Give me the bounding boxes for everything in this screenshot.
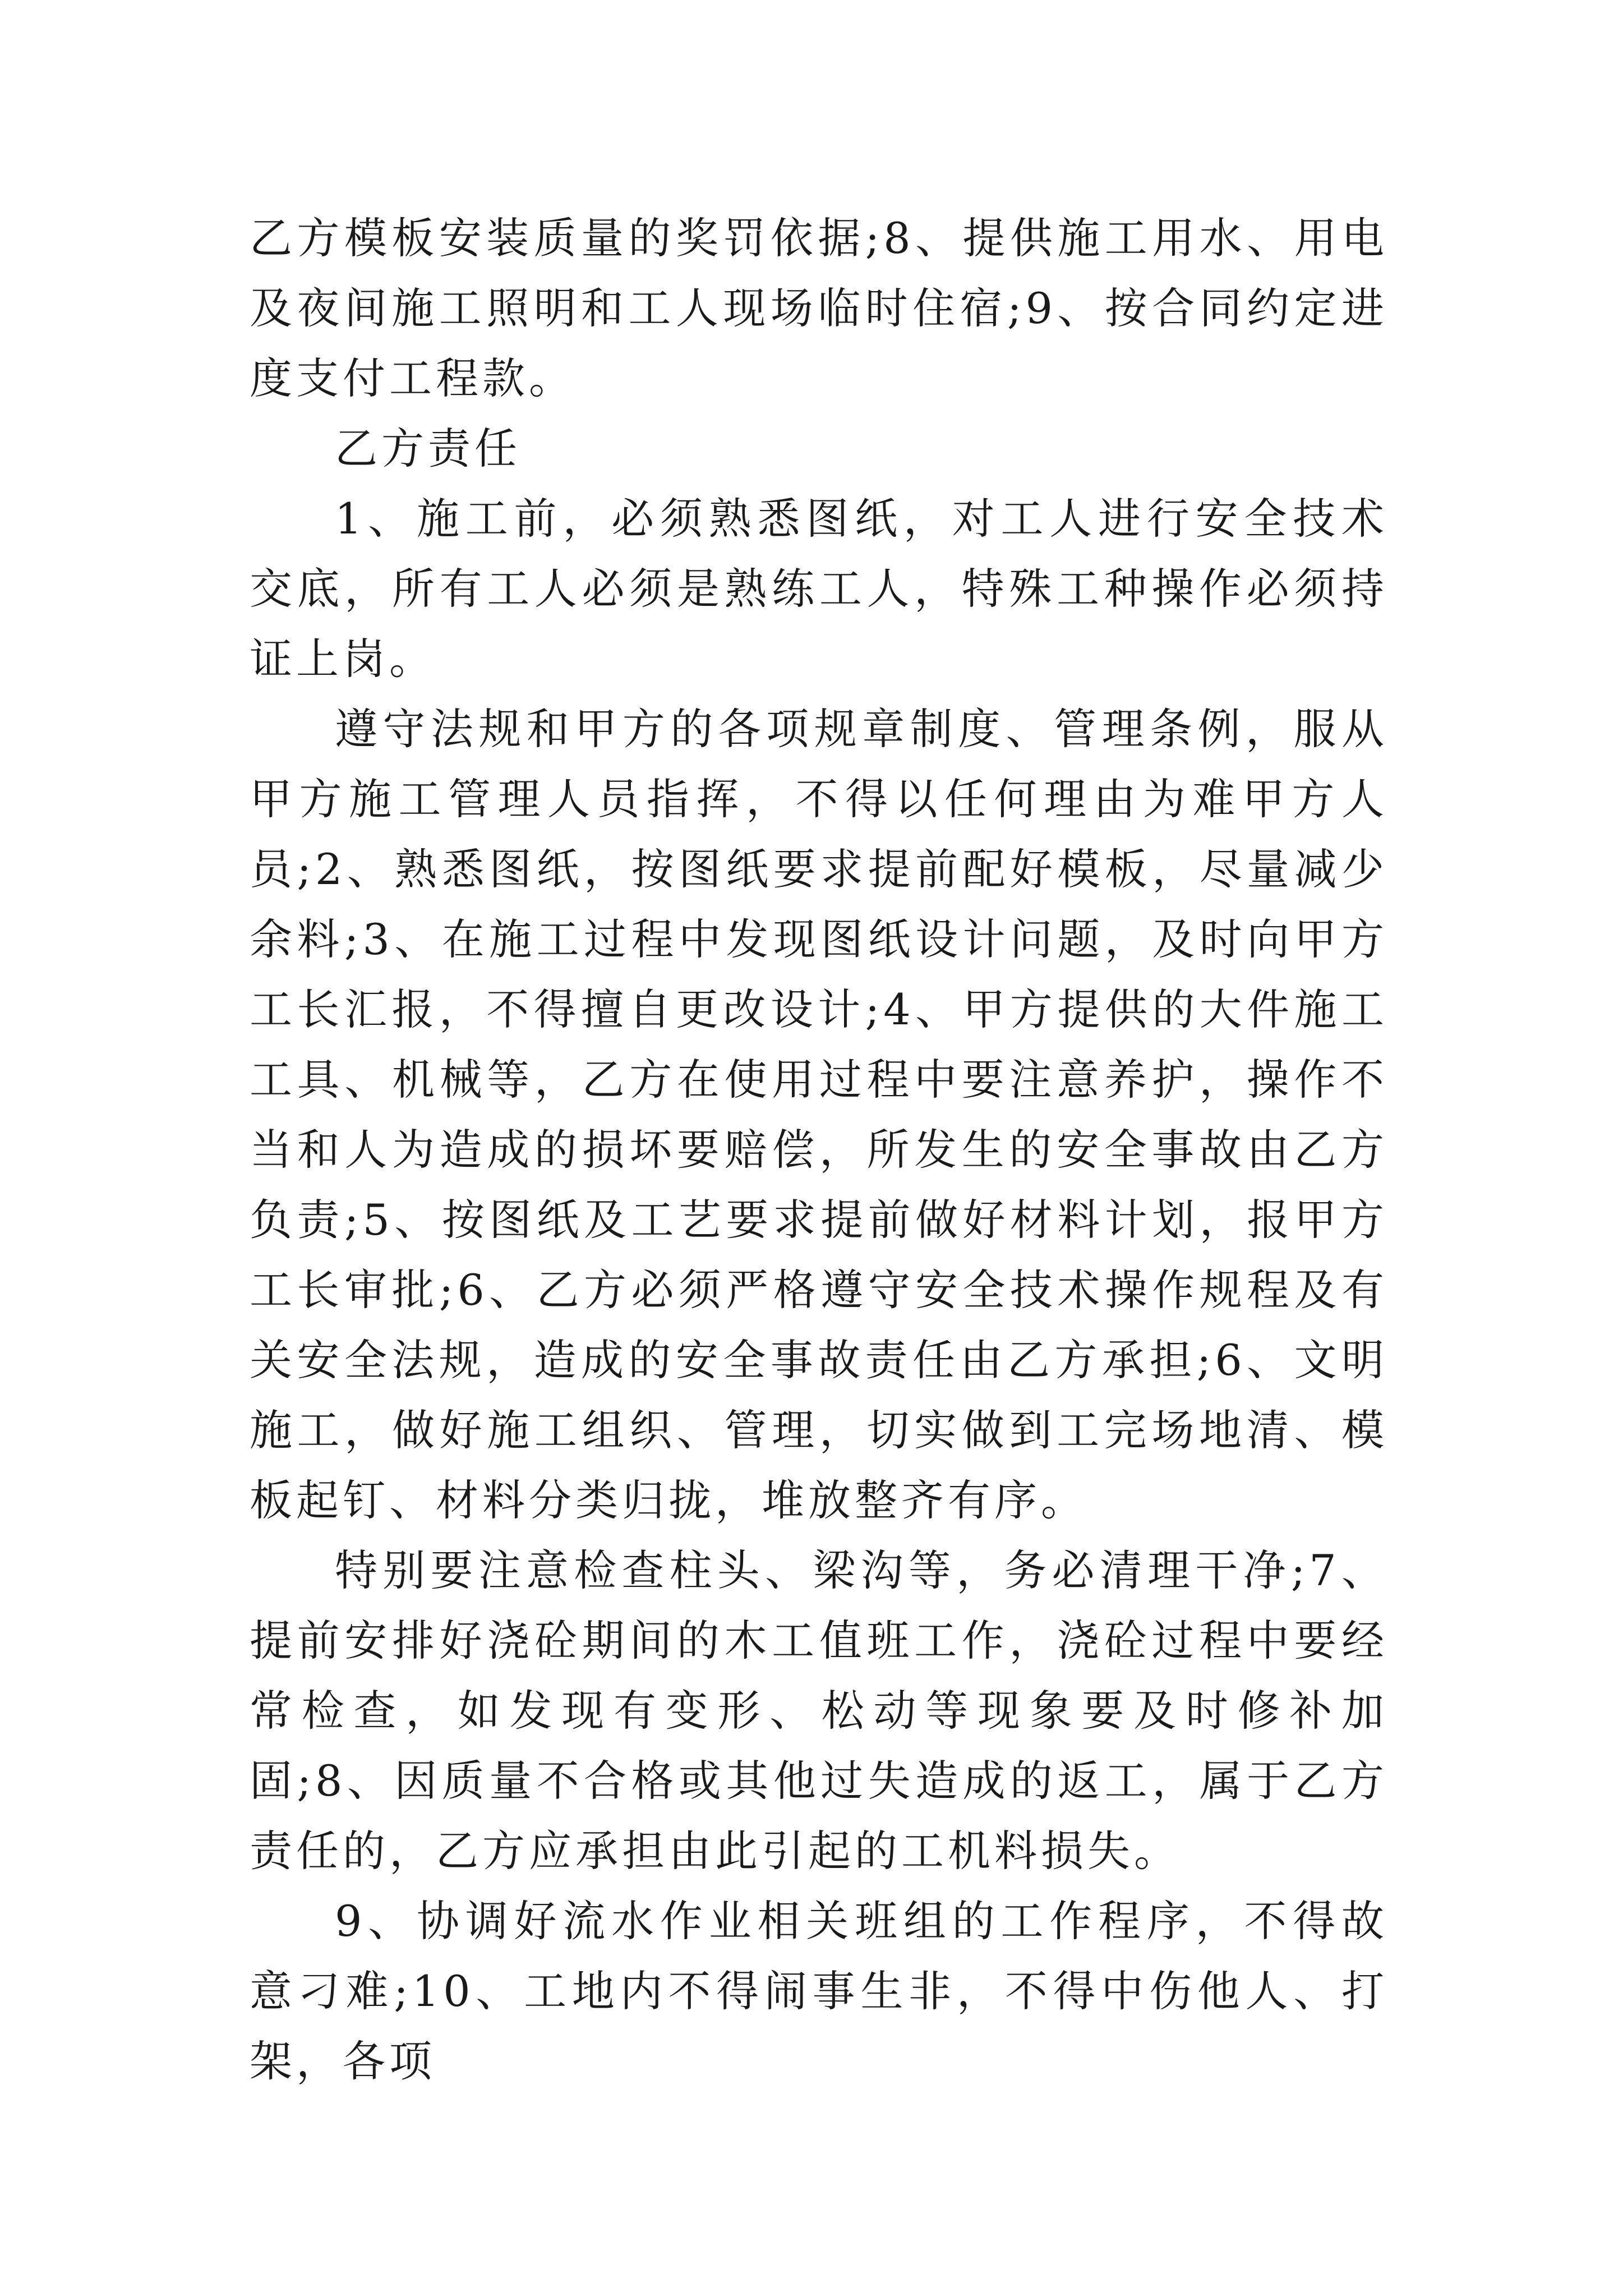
paragraph-regulations: 遵守法规和甲方的各项规章制度、管理条例，服从甲方施工管理人员指挥，不得以任何理由为难甲方人员;2、熟悉图纸，按图纸要求提前配好模板，尽量减少余料;3、在施工过程中发现图纸设计问题，及时向甲方工长汇报，不得擅自更改设计;4、甲方提供的大件施工工具、机械等，乙方在使用过程中要注意养护，操作不当和人为造成的损坏要赔偿，所发生的安全事故由乙方负责;5、按图纸及工艺要求提前做好材料计划，报甲方工长审批;6、乙方必须严格遵守安全技术操作规程及有关安全法规，造成的安全事故责任由乙方承担;6、文明施工，做好施工组织、管理，切实做到工完场地清、模板起钉、材料分类归拢，堆放整齐有序。 bbox=[250, 704, 1388, 1525]
section-heading-party-b-responsibility: 乙方责任 bbox=[335, 424, 521, 473]
paragraph-item-9: 9、协调好流水作业相关班组的工作程序，不得故意刁难;10、工地内不得闹事生非，不得中伤他人、打架，各项 bbox=[250, 1896, 1388, 2086]
document-body bbox=[250, 203, 1388, 2096]
paragraph-inspection: 特别要注意检查柱头、梁沟等，务必清理干净;7、提前安排好浇砼期间的木工值班工作，浇砼过程中要经常检查，如发现有变形、松动等现象要及时修补加固;8、因质量不合格或其他过失造成的返工，属于乙方责任的，乙方应承担由此引起的工机料损失。 bbox=[250, 1545, 1388, 1876]
paragraph-item-1: 1、施工前，必须熟悉图纸，对工人进行安全技术交底，所有工人必须是熟练工人，特殊工种操作必须持证上岗。 bbox=[250, 494, 1388, 684]
paragraph-continued: 乙方模板安装质量的奖罚依据;8、提供施工用水、用电及夜间施工照明和工人现场临时住宿;9、按合同约定进度支付工程款。 bbox=[250, 213, 1388, 403]
